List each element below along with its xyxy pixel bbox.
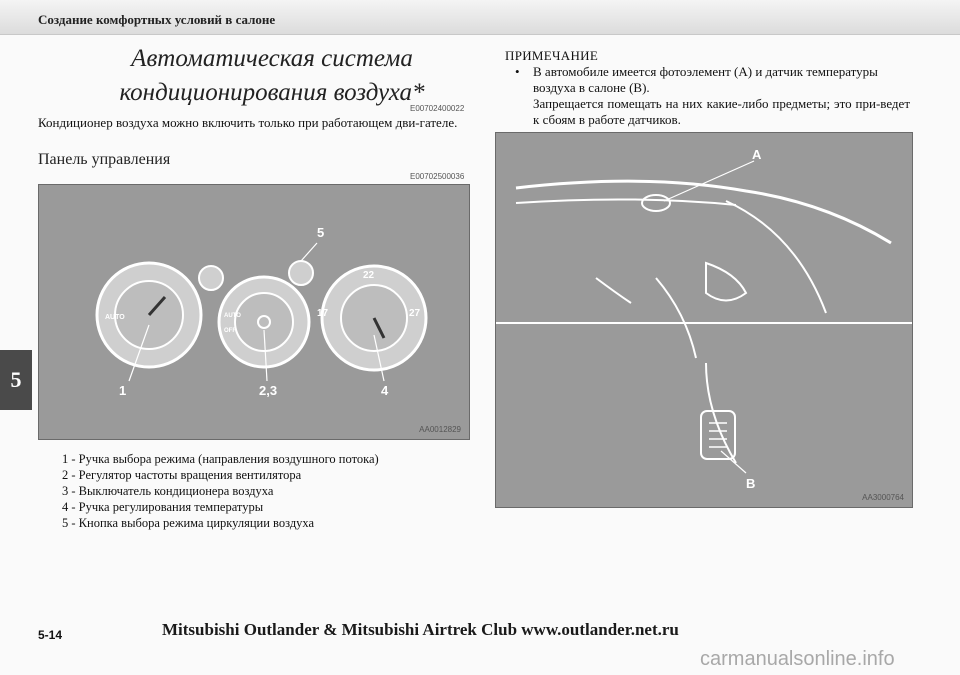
chapter-tab[interactable]: 5 (0, 350, 32, 410)
car-figure-code: AA3000764 (862, 493, 904, 502)
off-label: OFF (224, 328, 236, 334)
photo-sensor-icon (642, 195, 670, 211)
note-block (505, 48, 910, 128)
auto-label-center: AUTO (224, 313, 241, 319)
fan-speed-knob (219, 277, 309, 367)
temperature-knob (317, 266, 426, 370)
subsection-code: E00702500036 (410, 172, 465, 181)
watermark: carmanualsonline.info (700, 648, 895, 670)
subsection-title: Панель управления (38, 151, 171, 168)
section-title: Автоматическая система кондиционирования воздуха* (119, 45, 425, 106)
callout-b: B (746, 476, 756, 491)
legend-item: 5 - Кнопка выбора режима циркуляции воздуха (62, 516, 315, 530)
note-line-2: Запрещается помещать на них какие-либо предметы; это при-ведет к сбоям в работе датчиков. (533, 96, 910, 127)
temp-low-label: 17 (317, 308, 329, 319)
callout-2-3: 2,3 (259, 383, 278, 398)
control-panel-figure (38, 184, 470, 440)
callout-5: 5 (317, 225, 325, 240)
legend-item: 4 - Ручка регулирования температуры (62, 500, 264, 514)
note-body (505, 64, 910, 128)
recirculation-button-icon (289, 261, 313, 285)
note-heading: ПРИМЕЧАНИЕ (505, 48, 599, 63)
legend-item: 3 - Выключатель кондиционера воздуха (62, 484, 274, 498)
ac-button-icon (199, 266, 223, 290)
car-interior-drawing (496, 133, 912, 507)
mode-knob (97, 263, 201, 367)
legend-list (62, 451, 379, 531)
temp-high-label: 27 (409, 308, 421, 319)
page-number: 5-14 (38, 628, 63, 642)
bullet-icon: • (515, 64, 520, 79)
legend-item: 2 - Регулятор частоты вращения вентилятора (62, 468, 302, 482)
chapter-header: Создание комфортных условий в салоне (38, 12, 276, 27)
callout-4: 4 (381, 383, 389, 398)
car-interior-figure (495, 132, 913, 508)
auto-label-left: AUTO (105, 314, 125, 321)
legend-item: 1 - Ручка выбора режима (направления воздушного потока) (62, 452, 379, 466)
callout-a: A (752, 147, 762, 162)
footer-text: Mitsubishi Outlander & Mitsubishi Airtrek Club www.outlander.net.ru (162, 620, 679, 639)
callout-1: 1 (119, 383, 127, 398)
note-line-1: В автомобиле имеется фотоэлемент (A) и датчик температуры воздуха в салоне (B). (533, 64, 878, 95)
control-panel-drawing (39, 185, 469, 439)
panel-figure-code: AA0012829 (419, 425, 461, 434)
intro-text: Кондиционер воздуха можно включить только при работающем дви-гателе. (38, 115, 458, 130)
section-code: E00702400022 (410, 104, 465, 113)
temp-mid-label: 22 (363, 270, 375, 281)
